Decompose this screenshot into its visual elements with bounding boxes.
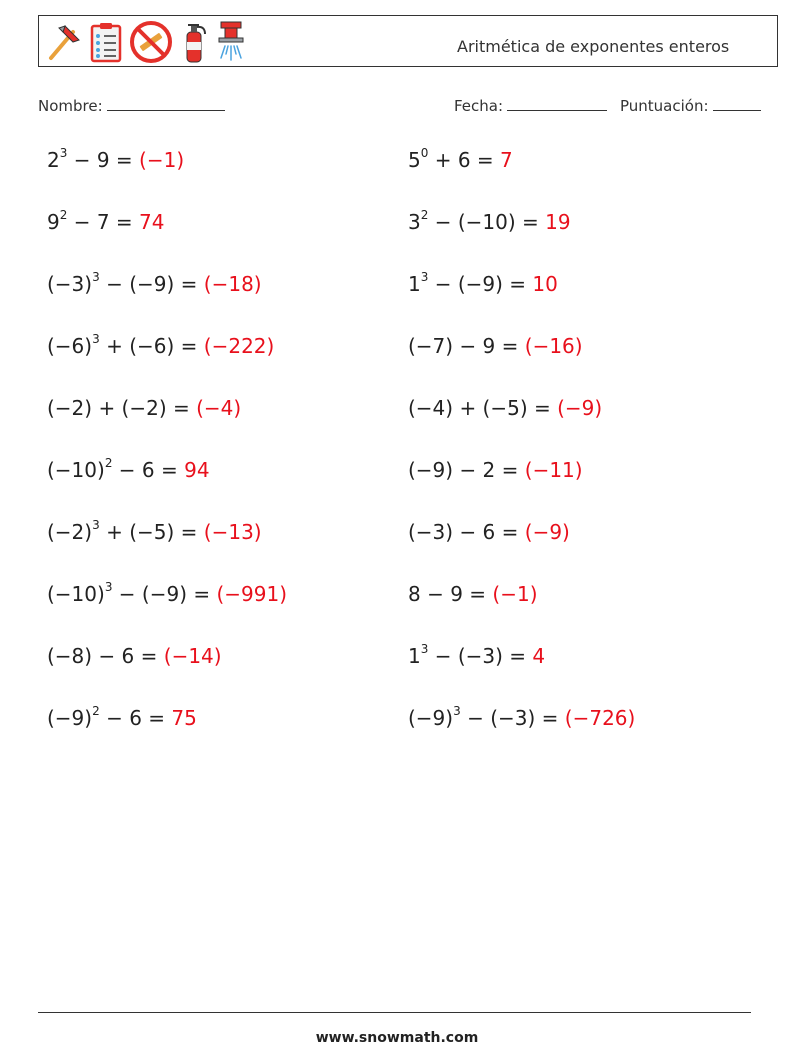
problem-answer: (−9) — [524, 520, 570, 544]
problem-exponent: 3 — [420, 270, 429, 285]
problem-answer: (−11) — [524, 458, 583, 482]
problem-base: (−7) − 9 = — [408, 334, 525, 358]
problem-rest: − (−9) = — [99, 272, 204, 296]
problem-exponent: 3 — [420, 642, 429, 657]
score-blank[interactable] — [713, 95, 761, 111]
problem-exponent: 3 — [453, 704, 461, 719]
problem-item — [408, 644, 545, 668]
problem-base: (−2) + (−2) = — [47, 396, 197, 420]
problem-rest: − (−3) = — [460, 706, 565, 730]
problem-answer: (−9) — [557, 396, 603, 420]
problem-item — [408, 396, 602, 420]
problem-item — [408, 582, 538, 606]
problem-exponent: 3 — [92, 332, 100, 347]
problem-exponent: 0 — [420, 146, 429, 161]
problem-base: (−10) — [47, 582, 105, 606]
problem-answer: (−13) — [203, 520, 262, 544]
problem-item — [408, 520, 570, 544]
problem-rest: − 6 = — [112, 458, 185, 482]
problem-answer: (−726) — [564, 706, 636, 730]
no-smoking-icon — [129, 20, 173, 64]
problem-rest: − (−10) = — [428, 210, 546, 234]
problem-exponent: 2 — [59, 208, 68, 223]
problem-rest: − 7 = — [67, 210, 140, 234]
problem-exponent: 3 — [92, 270, 100, 285]
footer-divider — [38, 1012, 751, 1013]
problem-base: 8 − 9 = — [408, 582, 493, 606]
problem-base: (−3) — [47, 272, 93, 296]
name-blank[interactable] — [107, 95, 225, 111]
problem-item — [408, 334, 583, 358]
problem-base: (−2) — [47, 520, 93, 544]
problem-item — [47, 334, 274, 358]
problem-answer: (−16) — [524, 334, 583, 358]
problem-base: 1 — [408, 644, 421, 668]
problem-base: 9 — [47, 210, 60, 234]
problem-base: 3 — [408, 210, 421, 234]
problem-item — [47, 272, 262, 296]
icon-strip — [43, 19, 253, 65]
problem-rest: − (−9) = — [428, 272, 533, 296]
problem-item — [408, 706, 635, 730]
problem-base: (−4) + (−5) = — [408, 396, 558, 420]
problem-exponent: 3 — [92, 518, 100, 533]
problem-exponent: 3 — [59, 146, 68, 161]
problem-item — [47, 396, 241, 420]
problem-rest: + (−6) = — [99, 334, 204, 358]
problem-answer: 10 — [532, 272, 558, 296]
problem-base: 5 — [408, 148, 421, 172]
problem-answer: (−1) — [492, 582, 538, 606]
header-box — [38, 15, 778, 67]
problem-base: (−3) − 6 = — [408, 520, 525, 544]
problem-base: 1 — [408, 272, 421, 296]
problem-exponent: 2 — [92, 704, 100, 719]
problem-base: (−8) − 6 = — [47, 644, 164, 668]
problem-base: (−6) — [47, 334, 93, 358]
problem-exponent: 2 — [104, 456, 113, 471]
score-field — [620, 95, 761, 115]
fire-extinguisher-icon — [179, 20, 209, 64]
problem-exponent: 2 — [420, 208, 429, 223]
name-label: Nombre: — [38, 97, 103, 115]
problem-answer: 74 — [139, 210, 165, 234]
problem-answer: 75 — [171, 706, 197, 730]
problem-item — [47, 706, 197, 730]
problem-answer: 4 — [532, 644, 546, 668]
problem-item — [47, 520, 262, 544]
problem-item — [408, 272, 558, 296]
problem-rest: − (−3) = — [428, 644, 533, 668]
problem-answer: (−991) — [216, 582, 288, 606]
problem-answer: 7 — [500, 148, 513, 172]
problem-rest: + 6 = — [428, 148, 501, 172]
problem-answer: (−4) — [196, 396, 242, 420]
problem-item — [47, 210, 165, 234]
score-label: Puntuación: — [620, 97, 709, 115]
problem-base: (−9) — [47, 706, 93, 730]
problem-rest: − 6 = — [99, 706, 172, 730]
date-field — [454, 95, 607, 115]
problem-base: (−10) — [47, 458, 105, 482]
problem-item — [408, 210, 571, 234]
checklist-icon — [89, 21, 123, 63]
problem-item — [47, 582, 287, 606]
date-label: Fecha: — [454, 97, 504, 115]
name-field — [38, 95, 225, 115]
problem-answer: (−222) — [203, 334, 275, 358]
problem-answer: 94 — [184, 458, 210, 482]
problem-exponent: 3 — [104, 580, 113, 595]
problem-base: (−9) − 2 = — [408, 458, 525, 482]
problem-answer: 19 — [545, 210, 571, 234]
footer-site: www.snowmath.com — [315, 1030, 479, 1046]
problem-answer: (−1) — [139, 148, 185, 172]
problem-rest: − (−9) = — [112, 582, 217, 606]
problem-item — [47, 458, 210, 482]
fire-sprinkler-icon — [215, 20, 247, 64]
problem-base: 2 — [47, 148, 60, 172]
problem-item — [47, 644, 222, 668]
problem-answer: (−14) — [163, 644, 222, 668]
problem-item — [47, 148, 184, 172]
fire-axe-icon — [43, 22, 83, 62]
problem-rest: − 9 = — [67, 148, 140, 172]
problem-rest: + (−5) = — [99, 520, 204, 544]
problem-answer: (−18) — [203, 272, 262, 296]
date-blank[interactable] — [507, 95, 607, 111]
page-title: Aritmética de exponentes enteros — [457, 37, 730, 56]
problem-item — [408, 458, 583, 482]
problem-base: (−9) — [408, 706, 454, 730]
problem-item — [408, 148, 513, 172]
